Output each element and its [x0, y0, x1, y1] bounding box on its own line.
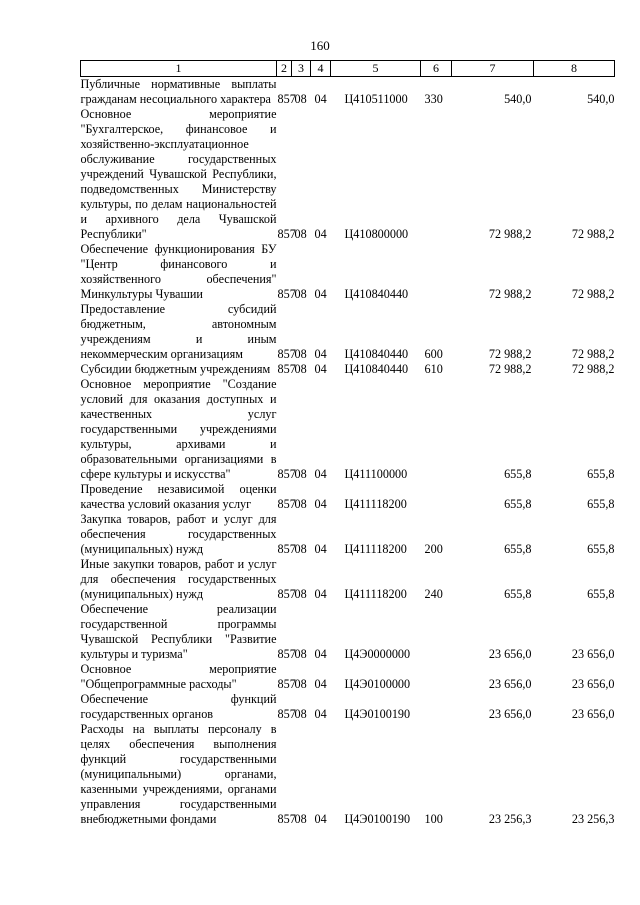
row-subsection-code: 04	[314, 542, 327, 556]
table-row	[81, 362, 615, 377]
column-header-3: 3	[292, 61, 311, 77]
row-target-article: Ц4Э0100000	[344, 677, 411, 691]
row-expense-type: 240	[424, 587, 443, 601]
row-ved-code: 857	[277, 647, 296, 661]
row-subsection-code: 04	[314, 347, 327, 361]
table-row	[81, 377, 615, 482]
row-amount-1: 23 256,3	[488, 812, 532, 826]
row-amount-1: 72 988,2	[488, 227, 532, 241]
row-section-code: 08	[294, 707, 307, 721]
row-target-article: Ц410800000	[344, 227, 409, 241]
row-section-code: 08	[294, 227, 307, 241]
row-amount-2: 23 656,0	[571, 647, 615, 661]
row-name: Обеспечение функций государственных органов	[80, 692, 277, 721]
row-target-article: Ц4Э0100190	[344, 707, 411, 721]
row-name: Публичные нормативные выплаты гражданам несоциального характера	[80, 77, 277, 106]
budget-table	[80, 60, 615, 827]
column-header-8: 8	[534, 61, 615, 77]
column-header-5: 5	[331, 61, 421, 77]
row-target-article: Ц411118200	[344, 497, 407, 511]
row-ved-code: 857	[277, 542, 296, 556]
row-subsection-code: 04	[314, 92, 327, 106]
row-subsection-code: 04	[314, 467, 327, 481]
row-expense-type	[421, 602, 452, 662]
row-section-code: 08	[294, 587, 307, 601]
row-amount-2: 540,0	[587, 92, 615, 106]
row-subsection-code: 04	[314, 287, 327, 301]
row-amount-2: 72 988,2	[571, 227, 615, 241]
row-target-article: Ц410840440	[344, 362, 409, 376]
row-amount-2: 655,8	[587, 542, 615, 556]
table-row	[81, 662, 615, 692]
row-ved-code: 857	[277, 92, 296, 106]
row-section-code: 08	[294, 542, 307, 556]
row-subsection-code: 04	[314, 587, 327, 601]
row-target-article: Ц4Э0100190	[344, 812, 411, 826]
table-row	[81, 692, 615, 722]
row-ved-code: 857	[277, 287, 296, 301]
row-subsection-code: 04	[314, 812, 327, 826]
page-number: 160	[310, 38, 330, 53]
row-section-code: 08	[294, 677, 307, 691]
row-subsection-code: 04	[314, 227, 327, 241]
row-name: Субсидии бюджетным учреждениям	[80, 362, 271, 376]
header-row	[81, 61, 615, 77]
row-amount-1: 72 988,2	[488, 347, 532, 361]
row-expense-type	[421, 377, 452, 482]
row-name: Обеспечение реализации государственной программы Чувашской Республики "Развитие культуры и туризма"	[80, 602, 277, 661]
row-subsection-code: 04	[314, 497, 327, 511]
row-amount-2: 655,8	[587, 497, 615, 511]
column-header-1: 1	[81, 61, 277, 77]
row-expense-type: 610	[424, 362, 443, 376]
table-row	[81, 602, 615, 662]
row-section-code: 08	[294, 347, 307, 361]
row-name: Проведение независимой оценки качества условий оказания услуг	[80, 482, 277, 511]
row-ved-code: 857	[277, 497, 296, 511]
row-amount-2: 72 988,2	[571, 347, 615, 361]
row-target-article: Ц410840440	[344, 347, 409, 361]
row-target-article: Ц4Э0000000	[344, 647, 411, 661]
row-amount-1: 655,8	[504, 467, 532, 481]
row-name: Основное мероприятие "Общепрограммные расходы"	[80, 662, 277, 691]
row-subsection-code: 04	[314, 707, 327, 721]
row-amount-2: 23 256,3	[571, 812, 615, 826]
table-row	[81, 512, 615, 557]
row-amount-1: 655,8	[504, 587, 532, 601]
row-name: Основное мероприятие "Создание условий для оказания доступных и качественных услуг государственными учреждениями культуры, архивами и образовательными организациями в сфере культуры и искусства"	[80, 377, 277, 481]
table-row	[81, 557, 615, 602]
row-expense-type	[421, 692, 452, 722]
row-expense-type: 600	[424, 347, 443, 361]
table-row	[81, 77, 615, 108]
row-section-code: 08	[294, 467, 307, 481]
row-amount-1: 655,8	[504, 542, 532, 556]
row-ved-code: 857	[277, 587, 296, 601]
table-header	[81, 61, 615, 77]
row-ved-code: 857	[277, 227, 296, 241]
row-amount-1: 23 656,0	[488, 677, 532, 691]
row-target-article: Ц410511000	[344, 92, 408, 106]
row-name: Иные закупки товаров, работ и услуг для обеспечения государственных (муниципальных) нужд	[80, 557, 277, 601]
row-ved-code: 857	[277, 707, 296, 721]
row-ved-code: 857	[277, 467, 296, 481]
row-subsection-code: 04	[314, 362, 327, 376]
row-amount-2: 23 656,0	[571, 677, 615, 691]
row-target-article: Ц411118200	[344, 587, 407, 601]
row-amount-2: 23 656,0	[571, 707, 615, 721]
row-amount-2: 72 988,2	[571, 287, 615, 301]
table-row	[81, 482, 615, 512]
row-amount-1: 655,8	[504, 497, 532, 511]
row-expense-type	[421, 242, 452, 302]
row-name: Закупка товаров, работ и услуг для обеспечения государственных (муниципальных) нужд	[80, 512, 277, 556]
row-ved-code: 857	[277, 677, 296, 691]
column-header-4: 4	[311, 61, 331, 77]
column-header-7: 7	[452, 61, 534, 77]
row-section-code: 08	[294, 362, 307, 376]
row-amount-1: 72 988,2	[488, 287, 532, 301]
row-amount-1: 23 656,0	[488, 647, 532, 661]
row-subsection-code: 04	[314, 647, 327, 661]
row-expense-type	[421, 662, 452, 692]
row-amount-2: 655,8	[587, 587, 615, 601]
row-ved-code: 857	[277, 347, 296, 361]
row-amount-1: 72 988,2	[488, 362, 532, 376]
table-row	[81, 242, 615, 302]
row-amount-1: 540,0	[504, 92, 532, 106]
column-header-2: 2	[277, 61, 292, 77]
table-row	[81, 302, 615, 362]
row-ved-code: 857	[277, 362, 296, 376]
row-name: Основное мероприятие "Бухгалтерское, финансовое и хозяйственно-эксплуатационное обслуживание государственных учреждений Чувашской Республики, подведомственных Министерству культуры, по делам национальностей и архивного дела Чувашской Республики"	[80, 107, 277, 241]
row-section-code: 08	[294, 92, 307, 106]
row-section-code: 08	[294, 287, 307, 301]
row-expense-type	[421, 107, 452, 242]
row-amount-2: 655,8	[587, 467, 615, 481]
row-amount-2: 72 988,2	[571, 362, 615, 376]
table-body	[81, 77, 615, 828]
row-expense-type: 330	[424, 92, 443, 106]
row-section-code: 08	[294, 497, 307, 511]
row-target-article: Ц411118200	[344, 542, 407, 556]
row-section-code: 08	[294, 647, 307, 661]
row-amount-1: 23 656,0	[488, 707, 532, 721]
table-row	[81, 107, 615, 242]
row-ved-code: 857	[277, 812, 296, 826]
row-name: Предоставление субсидий бюджетным, автономным учреждениям и иным некоммерческим организациям	[80, 302, 277, 361]
row-target-article: Ц410840440	[344, 287, 409, 301]
row-name: Обеспечение функционирования БУ "Центр финансового и хозяйственного обеспечения" Минкультуры Чувашии	[80, 242, 277, 301]
column-header-6: 6	[421, 61, 452, 77]
row-name: Расходы на выплаты персоналу в целях обеспечения выполнения функций государственными (муниципальными) органами, казенными учреждениями, органами управления государственными внебюджетными фондами	[80, 722, 277, 826]
row-subsection-code: 04	[314, 677, 327, 691]
row-expense-type: 200	[424, 542, 443, 556]
row-section-code: 08	[294, 812, 307, 826]
row-expense-type: 100	[424, 812, 443, 826]
row-target-article: Ц411100000	[344, 467, 408, 481]
row-expense-type	[421, 482, 452, 512]
table-row	[81, 722, 615, 827]
